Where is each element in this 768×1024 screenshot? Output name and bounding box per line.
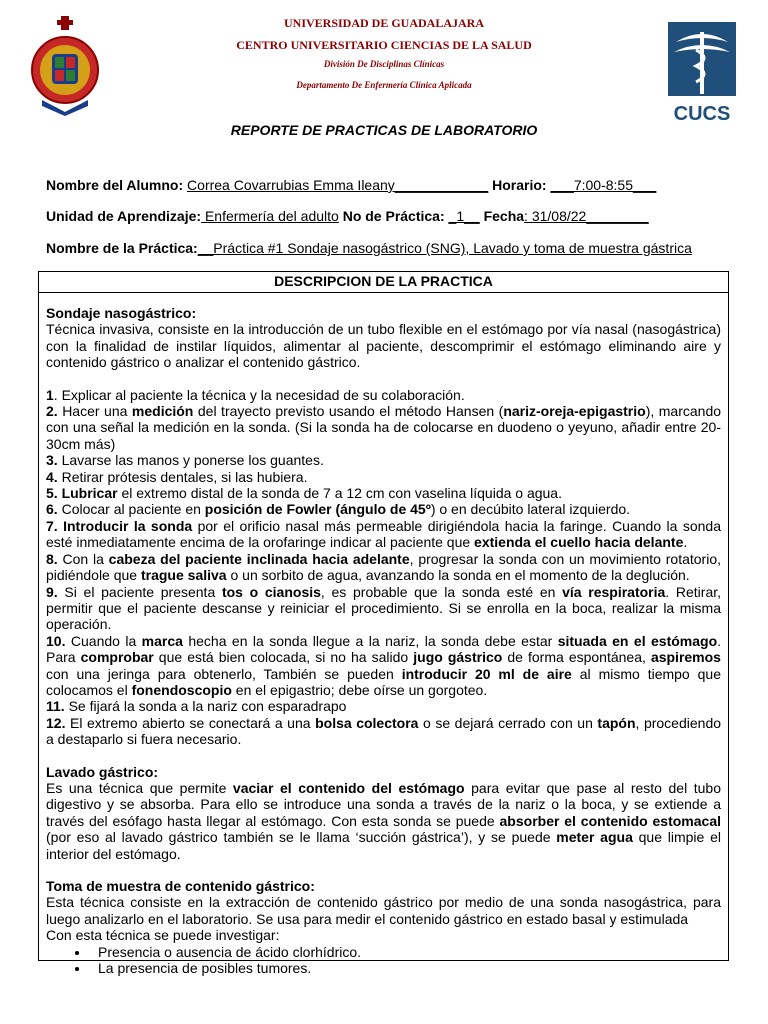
document-header (0, 10, 768, 138)
procedure-step: 4. Retirar prótesis dentales, si las hubiera. (46, 468, 308, 485)
description-box (38, 271, 729, 977)
university-name: UNIVERSIDAD DE GUADALAJARA (283, 16, 484, 30)
procedure-step: 1. Explicar al paciente la técnica y la necesidad de su colaboración. (46, 386, 465, 403)
procedure-step: 9. Si el paciente presenta tos o cianosis, es probable que la sonda esté en vía respiratoria. Retirar, permitir que el paciente descanse y reiniciar el procedimiento. Si se enrolla en la boca, realizar la misma operación. (46, 583, 722, 633)
practice-name-value: __Práctica #1 Sondaje nasogástrico (SNG), Lavado y toma de muestra gástrica (197, 240, 692, 256)
section-body-muestra-2: Con esta técnica se puede investigar: (46, 927, 280, 944)
description-content (39, 293, 728, 976)
practice-name-label: Nombre de la Práctica: (46, 240, 198, 256)
unit-line (46, 208, 649, 224)
description-heading: DESCRIPCION DE LA PRACTICA (39, 272, 728, 293)
student-label: Nombre del Alumno: (46, 177, 184, 193)
practice-name-line (46, 240, 692, 256)
svg-text:CUCS: CUCS (673, 103, 731, 125)
date-label: Fecha (483, 208, 525, 224)
department-name: Departamento De Enfermería Clínica Aplicada (296, 80, 472, 90)
section-title-sondaje: Sondaje nasogástrico: (46, 305, 197, 321)
section-body-lavado: Es una técnica que permite vaciar el contenido del estómago para evitar que pase al resto del tubo digestivo y se absorba. Para ello se introduce una sonda a través de la nariz o la boca, y se extiende a través del esófago hasta llegar al estómago. Con esta sonda se puede absorber el contenido estomacal (por eso al lavado gástrico también se le llama ‘succión gástrica’), y se puede meter agua que limpie el interior del estómago. (46, 779, 722, 862)
section-body-muestra: Esta técnica consiste en la extracción de contenido gástrico por medio de una sonda nasogástrica, para luego analizarlo en el laboratorio. Se usa para medir el contenido gástrico en estado basal y estimulada (46, 894, 721, 927)
division-name: División De Disciplinas Clínicas (323, 59, 445, 69)
section-title-muestra: Toma de muestra de contenido gástrico: (46, 878, 315, 894)
procedure-step: 3. Lavarse las manos y ponerse los guantes. (46, 452, 324, 469)
procedure-step: 5. Lubricar el extremo distal de la sonda de 7 a 12 cm con vaselina líquida o agua. (46, 485, 562, 502)
university-crest-logo (30, 12, 100, 116)
list-item: • La presencia de posibles tumores. (90, 960, 721, 976)
procedure-step: 11. Se fijará la sonda a la nariz con esparadrapo (46, 698, 347, 715)
cucs-logo (666, 20, 738, 126)
section-title-lavado: Lavado gástrico: (46, 763, 159, 780)
student-value: Correa Covarrubias Emma Ileany____________ (187, 177, 489, 193)
unit-label: Unidad de Aprendizaje: (46, 208, 202, 224)
procedure-step: 10. Cuando la marca hecha en la sonda llegue a la nariz, la sonda debe estar situada en el estómago. Para comprobar que está bien colocada, si no ha salido jugo gástrico de forma espontánea, aspiremos con una jeringa para obtenerlo, También se pueden introducir 20 ml de aire al mismo tiempo que colocamos el fonendoscopio en el epigastrio; debe oírse un gorgoteo. (46, 632, 722, 698)
procedure-step: 6. Colocar al paciente en posición de Fowler (ángulo de 45º) o en decúbito lateral izquierdo. (46, 501, 631, 518)
practice-number-label: No de Práctica: (342, 208, 445, 224)
report-title: REPORTE DE PRACTICAS DE LABORATORIO (230, 122, 538, 138)
list-item: • Presencia o ausencia de ácido clorhídrico. (90, 944, 721, 960)
schedule-value: ___7:00-8:55___ (550, 177, 657, 193)
procedure-step: 8. Con la cabeza del paciente inclinada hacia adelante, progresar la sonda con un movimiento rotatorio, pidiéndole que trague saliva o un sorbito de agua, avanzando la sonda en el momento de la deglución. (46, 550, 722, 584)
procedure-steps (46, 387, 721, 748)
investigation-list (46, 944, 721, 977)
date-value: : 31/08/22________ (524, 208, 649, 224)
unit-value: Enfermería del adulto (201, 208, 339, 224)
procedure-step: 2. Hacer una medición del trayecto previsto usando el método Hansen (nariz-oreja-epigastrio), marcando con una señal la medición en la sonda. (Si la sonda ha de colocarse en duodeno o yeyuno, añadir entre 20-30cm más) (46, 403, 722, 452)
center-name: CENTRO UNIVERSITARIO CIENCIAS DE LA SALUD (236, 38, 532, 52)
procedure-step: 12. El extremo abierto se conectará a una bolsa colectora o se dejará cerrado con un tapón, procediendo a destaparlo si fuera necesario. (46, 714, 722, 748)
schedule-label: Horario: (492, 177, 547, 193)
procedure-step: 7. Introducir la sonda por el orificio nasal más permeable dirigiéndola hacia la faringe. Cuando la sonda esté inmediatamente encima de la orofaringe indicar al paciente que extienda el cuello hacia delante. (46, 517, 721, 551)
section-intro-sondaje: Técnica invasiva, consiste en la introducción de un tubo flexible en el estómago por vía nasal (nasogástrica) con la finalidad de instilar líquidos, alimentar al paciente, descomprimir el estómago eliminando aire y contenido gástrico o analizar el contenido gástrico. (46, 321, 721, 371)
practice-number-value: _1__ (448, 208, 480, 224)
student-line (46, 177, 656, 193)
